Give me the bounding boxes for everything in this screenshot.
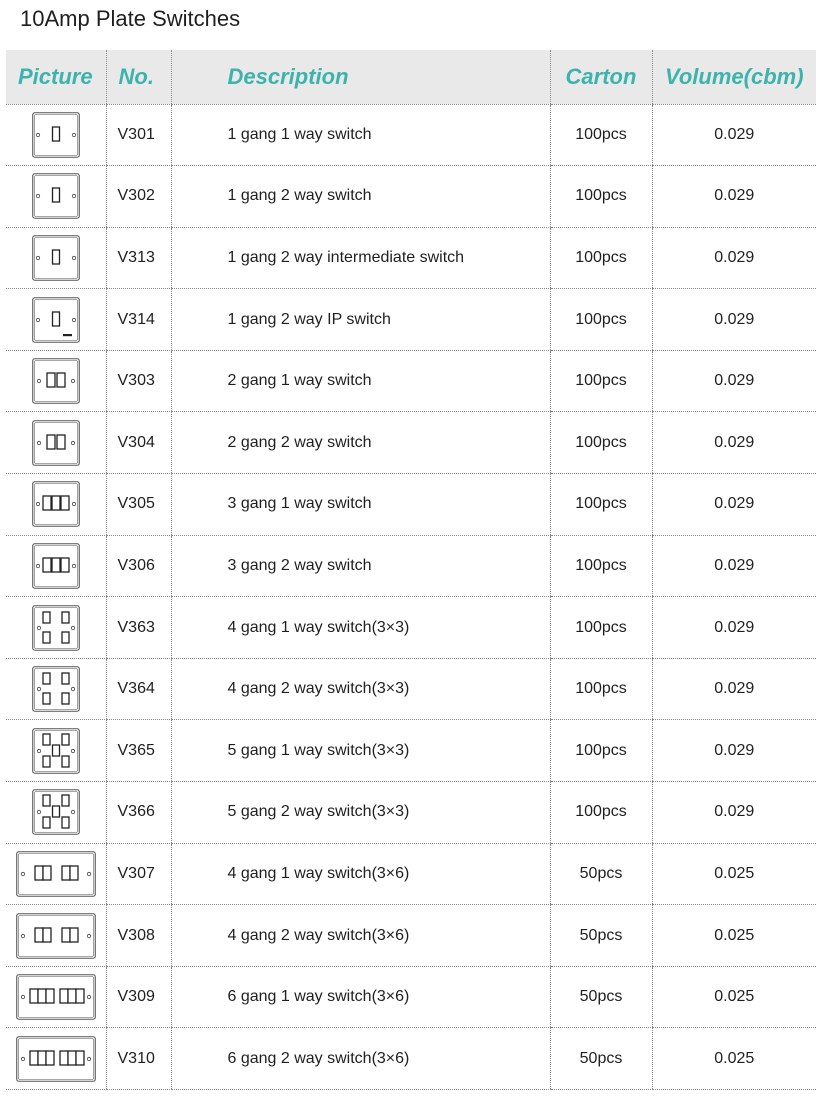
cell-picture — [6, 782, 106, 844]
table-row — [6, 658, 816, 720]
switch-5-gang-square-icon — [32, 728, 80, 774]
table-row — [6, 166, 816, 228]
cell-description: 2 gang 1 way switch — [171, 350, 550, 412]
cell-carton: 100pcs — [550, 227, 652, 289]
table-row — [6, 966, 816, 1028]
switch-6-gang-wide-icon — [16, 1036, 96, 1082]
cell-description: 3 gang 2 way switch — [171, 535, 550, 597]
cell-no: V302 — [106, 166, 171, 228]
cell-volume: 0.029 — [652, 658, 816, 720]
switch-1-gang-icon — [32, 112, 80, 158]
cell-picture — [6, 658, 106, 720]
cell-volume: 0.025 — [652, 1028, 816, 1090]
cell-description: 4 gang 2 way switch(3×3) — [171, 658, 550, 720]
cell-picture — [6, 597, 106, 659]
cell-no: V364 — [106, 658, 171, 720]
switch-4-gang-square-icon — [32, 666, 80, 712]
table-row — [6, 720, 816, 782]
cell-picture — [6, 535, 106, 597]
column-header-picture: Picture — [6, 50, 106, 104]
cell-volume: 0.029 — [652, 166, 816, 228]
cell-carton: 100pcs — [550, 658, 652, 720]
cell-no: V313 — [106, 227, 171, 289]
cell-volume: 0.025 — [652, 966, 816, 1028]
switch-4-gang-wide-icon — [16, 913, 96, 959]
cell-description: 4 gang 1 way switch(3×3) — [171, 597, 550, 659]
cell-volume: 0.029 — [652, 289, 816, 351]
product-table — [6, 50, 816, 1090]
table-header-row — [6, 50, 816, 104]
cell-description: 2 gang 2 way switch — [171, 412, 550, 474]
cell-picture — [6, 104, 106, 166]
cell-no: V305 — [106, 474, 171, 536]
switch-4-gang-square-icon — [32, 605, 80, 651]
cell-carton: 100pcs — [550, 597, 652, 659]
cell-description: 6 gang 2 way switch(3×6) — [171, 1028, 550, 1090]
cell-picture — [6, 966, 106, 1028]
switch-1-gang-ip-icon — [32, 297, 80, 343]
cell-no: V304 — [106, 412, 171, 474]
table-row — [6, 905, 816, 967]
cell-volume: 0.025 — [652, 905, 816, 967]
cell-description: 1 gang 2 way switch — [171, 166, 550, 228]
cell-description: 5 gang 2 way switch(3×3) — [171, 782, 550, 844]
cell-picture — [6, 227, 106, 289]
table-row — [6, 412, 816, 474]
table-row — [6, 782, 816, 844]
cell-carton: 100pcs — [550, 720, 652, 782]
cell-carton: 100pcs — [550, 782, 652, 844]
cell-description: 1 gang 2 way intermediate switch — [171, 227, 550, 289]
cell-volume: 0.029 — [652, 104, 816, 166]
table-row — [6, 104, 816, 166]
cell-no: V306 — [106, 535, 171, 597]
cell-picture — [6, 350, 106, 412]
cell-volume: 0.029 — [652, 412, 816, 474]
column-header-volume: Volume(cbm) — [652, 50, 816, 104]
cell-no: V303 — [106, 350, 171, 412]
cell-no: V363 — [106, 597, 171, 659]
switch-6-gang-wide-icon — [16, 974, 96, 1020]
cell-carton: 100pcs — [550, 166, 652, 228]
cell-carton: 100pcs — [550, 289, 652, 351]
switch-4-gang-wide-icon — [16, 851, 96, 897]
table-row — [6, 1028, 816, 1090]
cell-no: V310 — [106, 1028, 171, 1090]
cell-picture — [6, 905, 106, 967]
switch-1-gang-icon — [32, 173, 80, 219]
cell-no: V365 — [106, 720, 171, 782]
cell-no: V366 — [106, 782, 171, 844]
cell-volume: 0.029 — [652, 720, 816, 782]
cell-volume: 0.029 — [652, 350, 816, 412]
cell-description: 5 gang 1 way switch(3×3) — [171, 720, 550, 782]
cell-description: 1 gang 2 way IP switch — [171, 289, 550, 351]
cell-carton: 100pcs — [550, 535, 652, 597]
column-header-carton: Carton — [550, 50, 652, 104]
table-row — [6, 474, 816, 536]
cell-picture — [6, 289, 106, 351]
cell-picture — [6, 1028, 106, 1090]
cell-carton: 50pcs — [550, 1028, 652, 1090]
cell-picture — [6, 166, 106, 228]
page-title: 10Amp Plate Switches — [20, 6, 241, 31]
cell-volume: 0.029 — [652, 474, 816, 536]
cell-volume: 0.029 — [652, 597, 816, 659]
cell-picture — [6, 843, 106, 905]
cell-no: V301 — [106, 104, 171, 166]
cell-no: V308 — [106, 905, 171, 967]
table-row — [6, 289, 816, 351]
cell-volume: 0.025 — [652, 843, 816, 905]
switch-1-gang-icon — [32, 235, 80, 281]
switch-2-gang-icon — [32, 420, 80, 466]
cell-picture — [6, 474, 106, 536]
cell-picture — [6, 412, 106, 474]
switch-3-gang-icon — [32, 543, 80, 589]
cell-carton: 100pcs — [550, 350, 652, 412]
table-row — [6, 597, 816, 659]
cell-description: 6 gang 1 way switch(3×6) — [171, 966, 550, 1028]
cell-volume: 0.029 — [652, 535, 816, 597]
cell-carton: 100pcs — [550, 104, 652, 166]
switch-5-gang-square-icon — [32, 789, 80, 835]
cell-carton: 100pcs — [550, 474, 652, 536]
table-row — [6, 843, 816, 905]
cell-volume: 0.029 — [652, 782, 816, 844]
table-row — [6, 535, 816, 597]
switch-3-gang-icon — [32, 481, 80, 527]
column-header-description: Description — [171, 50, 550, 104]
cell-carton: 100pcs — [550, 412, 652, 474]
cell-description: 4 gang 2 way switch(3×6) — [171, 905, 550, 967]
cell-carton: 50pcs — [550, 843, 652, 905]
cell-picture — [6, 720, 106, 782]
cell-carton: 50pcs — [550, 905, 652, 967]
cell-description: 3 gang 1 way switch — [171, 474, 550, 536]
cell-description: 4 gang 1 way switch(3×6) — [171, 843, 550, 905]
table-row — [6, 350, 816, 412]
switch-2-gang-icon — [32, 358, 80, 404]
cell-volume: 0.029 — [652, 227, 816, 289]
table-row — [6, 227, 816, 289]
cell-no: V307 — [106, 843, 171, 905]
cell-carton: 50pcs — [550, 966, 652, 1028]
cell-no: V309 — [106, 966, 171, 1028]
cell-description: 1 gang 1 way switch — [171, 104, 550, 166]
column-header-no: No. — [106, 50, 171, 104]
cell-no: V314 — [106, 289, 171, 351]
